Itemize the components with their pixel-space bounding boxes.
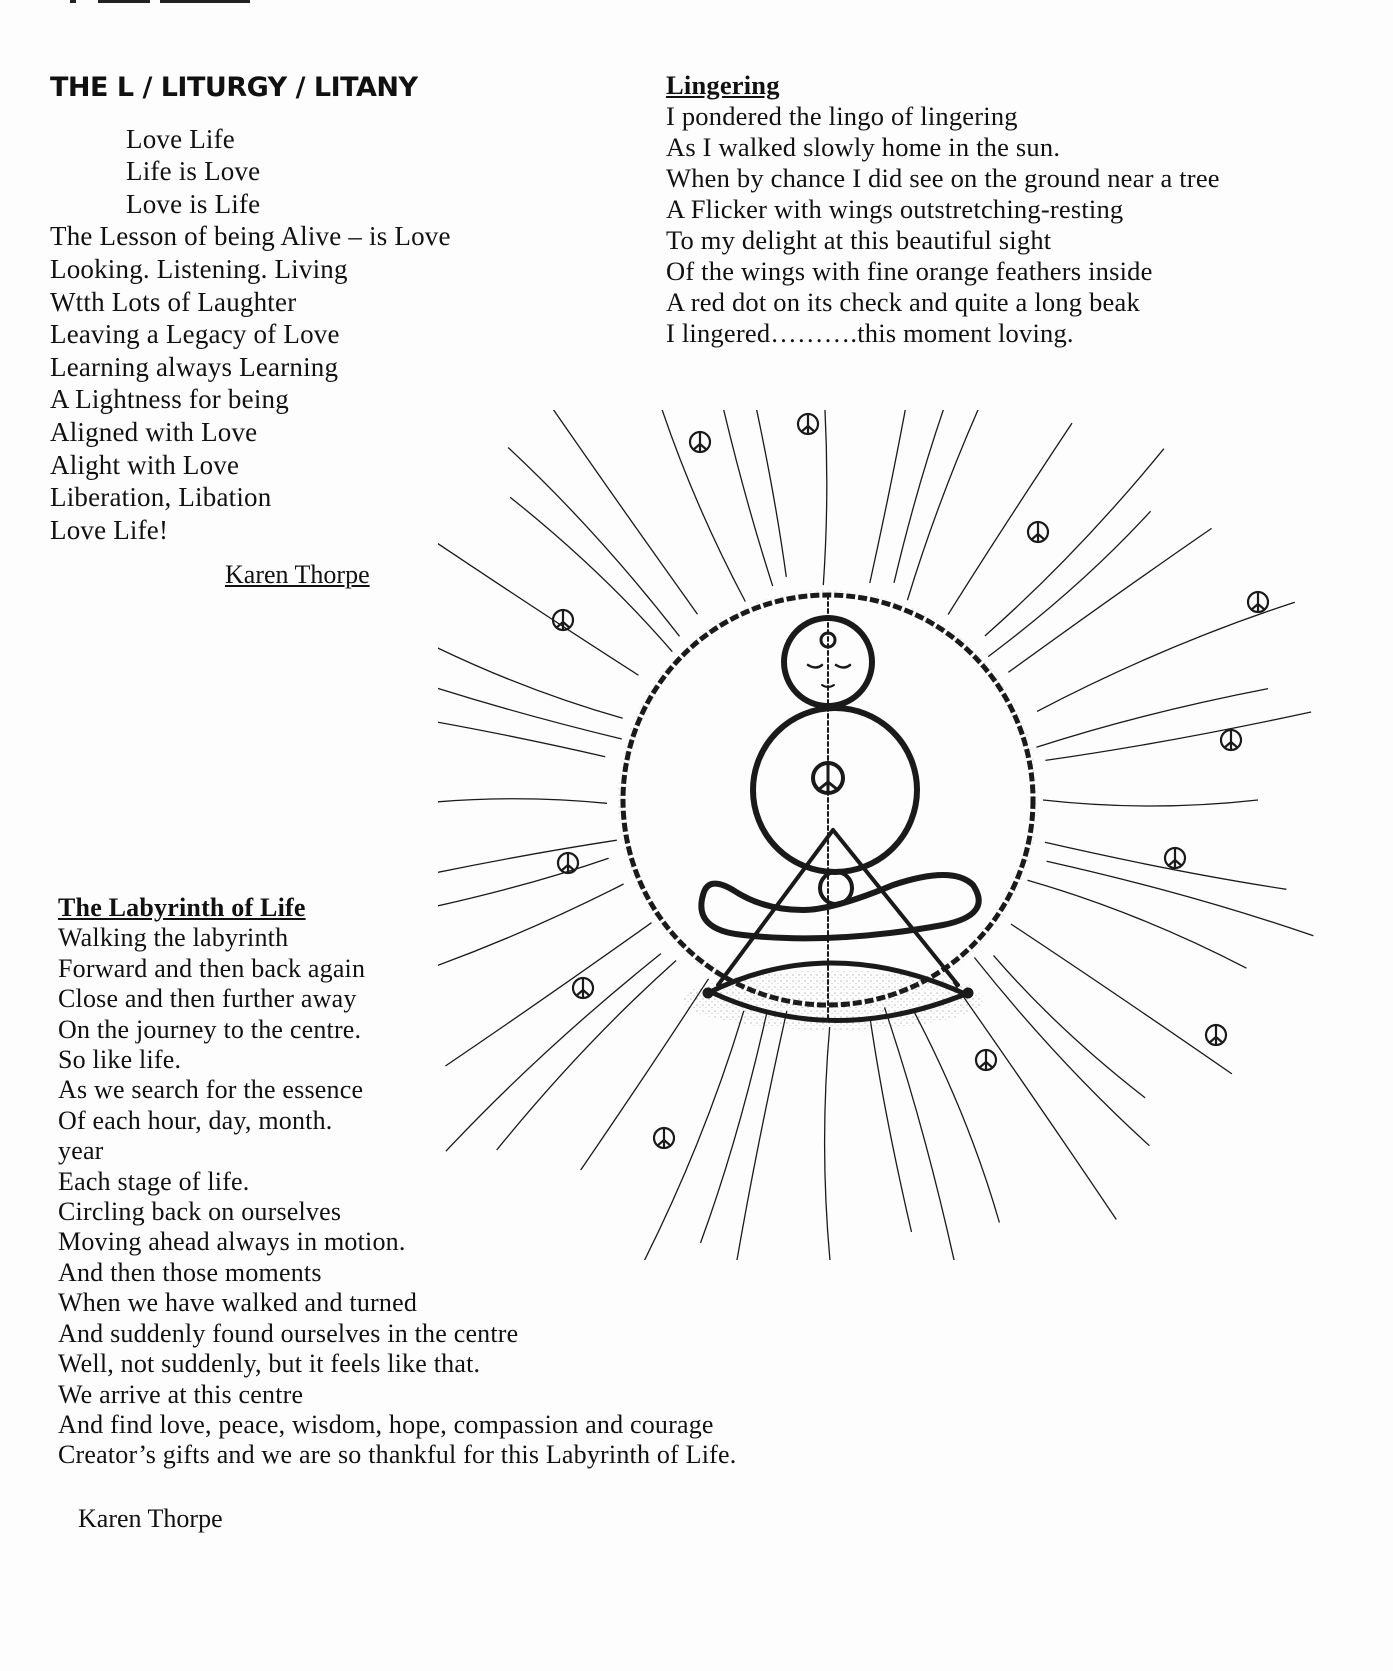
peace-symbol-icon (1248, 592, 1268, 612)
poem-line: We arrive at this centre (58, 1379, 304, 1409)
poem-line: And then those moments (58, 1257, 322, 1287)
poem-line: Wtth Lots of Laughter (50, 286, 297, 317)
sun-ray (438, 656, 622, 739)
poem-title: Lingering (666, 70, 780, 100)
poem-line: To my delight at this beautiful sight (666, 225, 1052, 255)
sun-ray (747, 410, 787, 577)
sun-ray (894, 410, 963, 583)
poem-line: As we search for the essence (58, 1075, 364, 1105)
poem-line: The Lesson of being Alive – is Love (50, 221, 451, 252)
peace-symbol-icon (1165, 848, 1185, 868)
poem-line: Circling back on ourselves (58, 1197, 342, 1227)
poem-line: Love Life (126, 123, 235, 154)
sun-ray (1036, 689, 1268, 748)
peace-symbol-icon (690, 432, 710, 452)
stanza (58, 923, 736, 1470)
poem-line: On the journey to the centre. (58, 1014, 362, 1044)
sun-ray (974, 958, 1149, 1146)
poem-line: Aligned with Love (50, 416, 258, 447)
stanza (666, 101, 1220, 349)
sun-ray (1008, 528, 1211, 672)
sun-ray (1028, 880, 1247, 968)
sun-ray (1043, 800, 1258, 806)
poem-line: Alight with Love (50, 449, 240, 480)
poem-line: Love is Life (126, 188, 261, 219)
poem-line: Of each hour, day, month. (58, 1105, 333, 1135)
sun-ray (907, 410, 1013, 600)
poem-line: Looking. Listening. Living (50, 253, 348, 284)
poem-title: The Labyrinth of Life (58, 893, 306, 922)
indented-stanza (50, 123, 451, 221)
poem-line: Learning always Learning (50, 351, 339, 382)
poem-line: I lingered……….this moment loving. (666, 318, 1074, 348)
sun-ray (953, 982, 1116, 1219)
sun-ray (825, 1027, 832, 1260)
peace-symbol-icon (976, 1050, 996, 1070)
poem-labyrinth (58, 893, 736, 1471)
poem-line: When we have walked and turned (58, 1288, 418, 1318)
sun-ray (1037, 602, 1295, 711)
poem-lingering (666, 70, 1220, 349)
poem-line: Leaving a Legacy of Love (50, 319, 340, 350)
sun-ray (985, 449, 1164, 636)
poem-line: A red dot on its check and quite a long beak (666, 287, 1140, 317)
poem-litany (50, 72, 451, 546)
poem-line: Liberation, Libation (50, 482, 272, 513)
sun-ray (1011, 924, 1232, 1074)
poem-line: And find love, peace, wisdom, hope, compassion and courage (58, 1409, 714, 1439)
poem-line: When by chance I did see on the ground near a tree (666, 163, 1220, 193)
author-signature: Karen Thorpe (78, 1504, 223, 1533)
sun-ray (870, 410, 926, 583)
sun-ray (438, 799, 607, 807)
poem-line: I pondered the lingo of lingering (666, 101, 1018, 131)
poem-line: And suddenly found ourselves in the centre (58, 1318, 519, 1348)
sun-ray (913, 1010, 999, 1222)
stanza (50, 220, 451, 546)
poem-line: Life is Love (126, 156, 261, 187)
poem-line: Of the wings with fine orange feathers inside (666, 256, 1153, 286)
author-signature: Karen Thorpe (225, 560, 370, 589)
peace-symbol-icon (1028, 522, 1048, 542)
poem-line: Moving ahead always in motion. (58, 1227, 406, 1257)
poem-line: A Lightness for being (50, 384, 289, 415)
sun-ray (438, 632, 623, 719)
poem-line: A Flicker with wings outstretching-resting (666, 194, 1124, 224)
poem-line: Close and then further away (58, 984, 357, 1014)
poem-title: THE L / LITURGY / LITANY (50, 72, 418, 103)
peace-symbol-icon (1221, 730, 1241, 750)
poem-line: Walking the labyrinth (58, 923, 289, 953)
scan-mark (98, 0, 150, 3)
poem-line: Well, not suddenly, but it feels like that. (58, 1349, 481, 1379)
scan-mark (70, 0, 76, 3)
poem-line: Love Life! (50, 514, 169, 545)
peace-symbol-icon (798, 414, 818, 434)
sun-ray (870, 1017, 912, 1232)
sun-ray (948, 423, 1072, 614)
poem-line: As I walked slowly home in the sun. (666, 132, 1061, 162)
sun-ray (1045, 712, 1311, 760)
poem-line: So like life. (58, 1045, 182, 1075)
poem-line: Creator’s gifts and we are so thankful for this Labyrinth of Life. (58, 1440, 737, 1470)
peace-symbol-icon (553, 610, 573, 630)
peace-symbol-icon (558, 853, 578, 873)
sun-ray (818, 410, 827, 585)
sun-ray (438, 710, 605, 757)
scan-mark (160, 0, 250, 3)
sun-ray (510, 497, 672, 652)
poem-line: Each stage of life. (58, 1166, 250, 1196)
sun-ray (994, 955, 1146, 1097)
sun-ray (988, 511, 1150, 656)
poem-line: Forward and then back again (58, 953, 366, 983)
sun-ray (885, 1008, 958, 1261)
sun-ray (1045, 842, 1287, 889)
poem-line: year (58, 1136, 104, 1166)
peace-symbol-icon (1206, 1025, 1226, 1045)
